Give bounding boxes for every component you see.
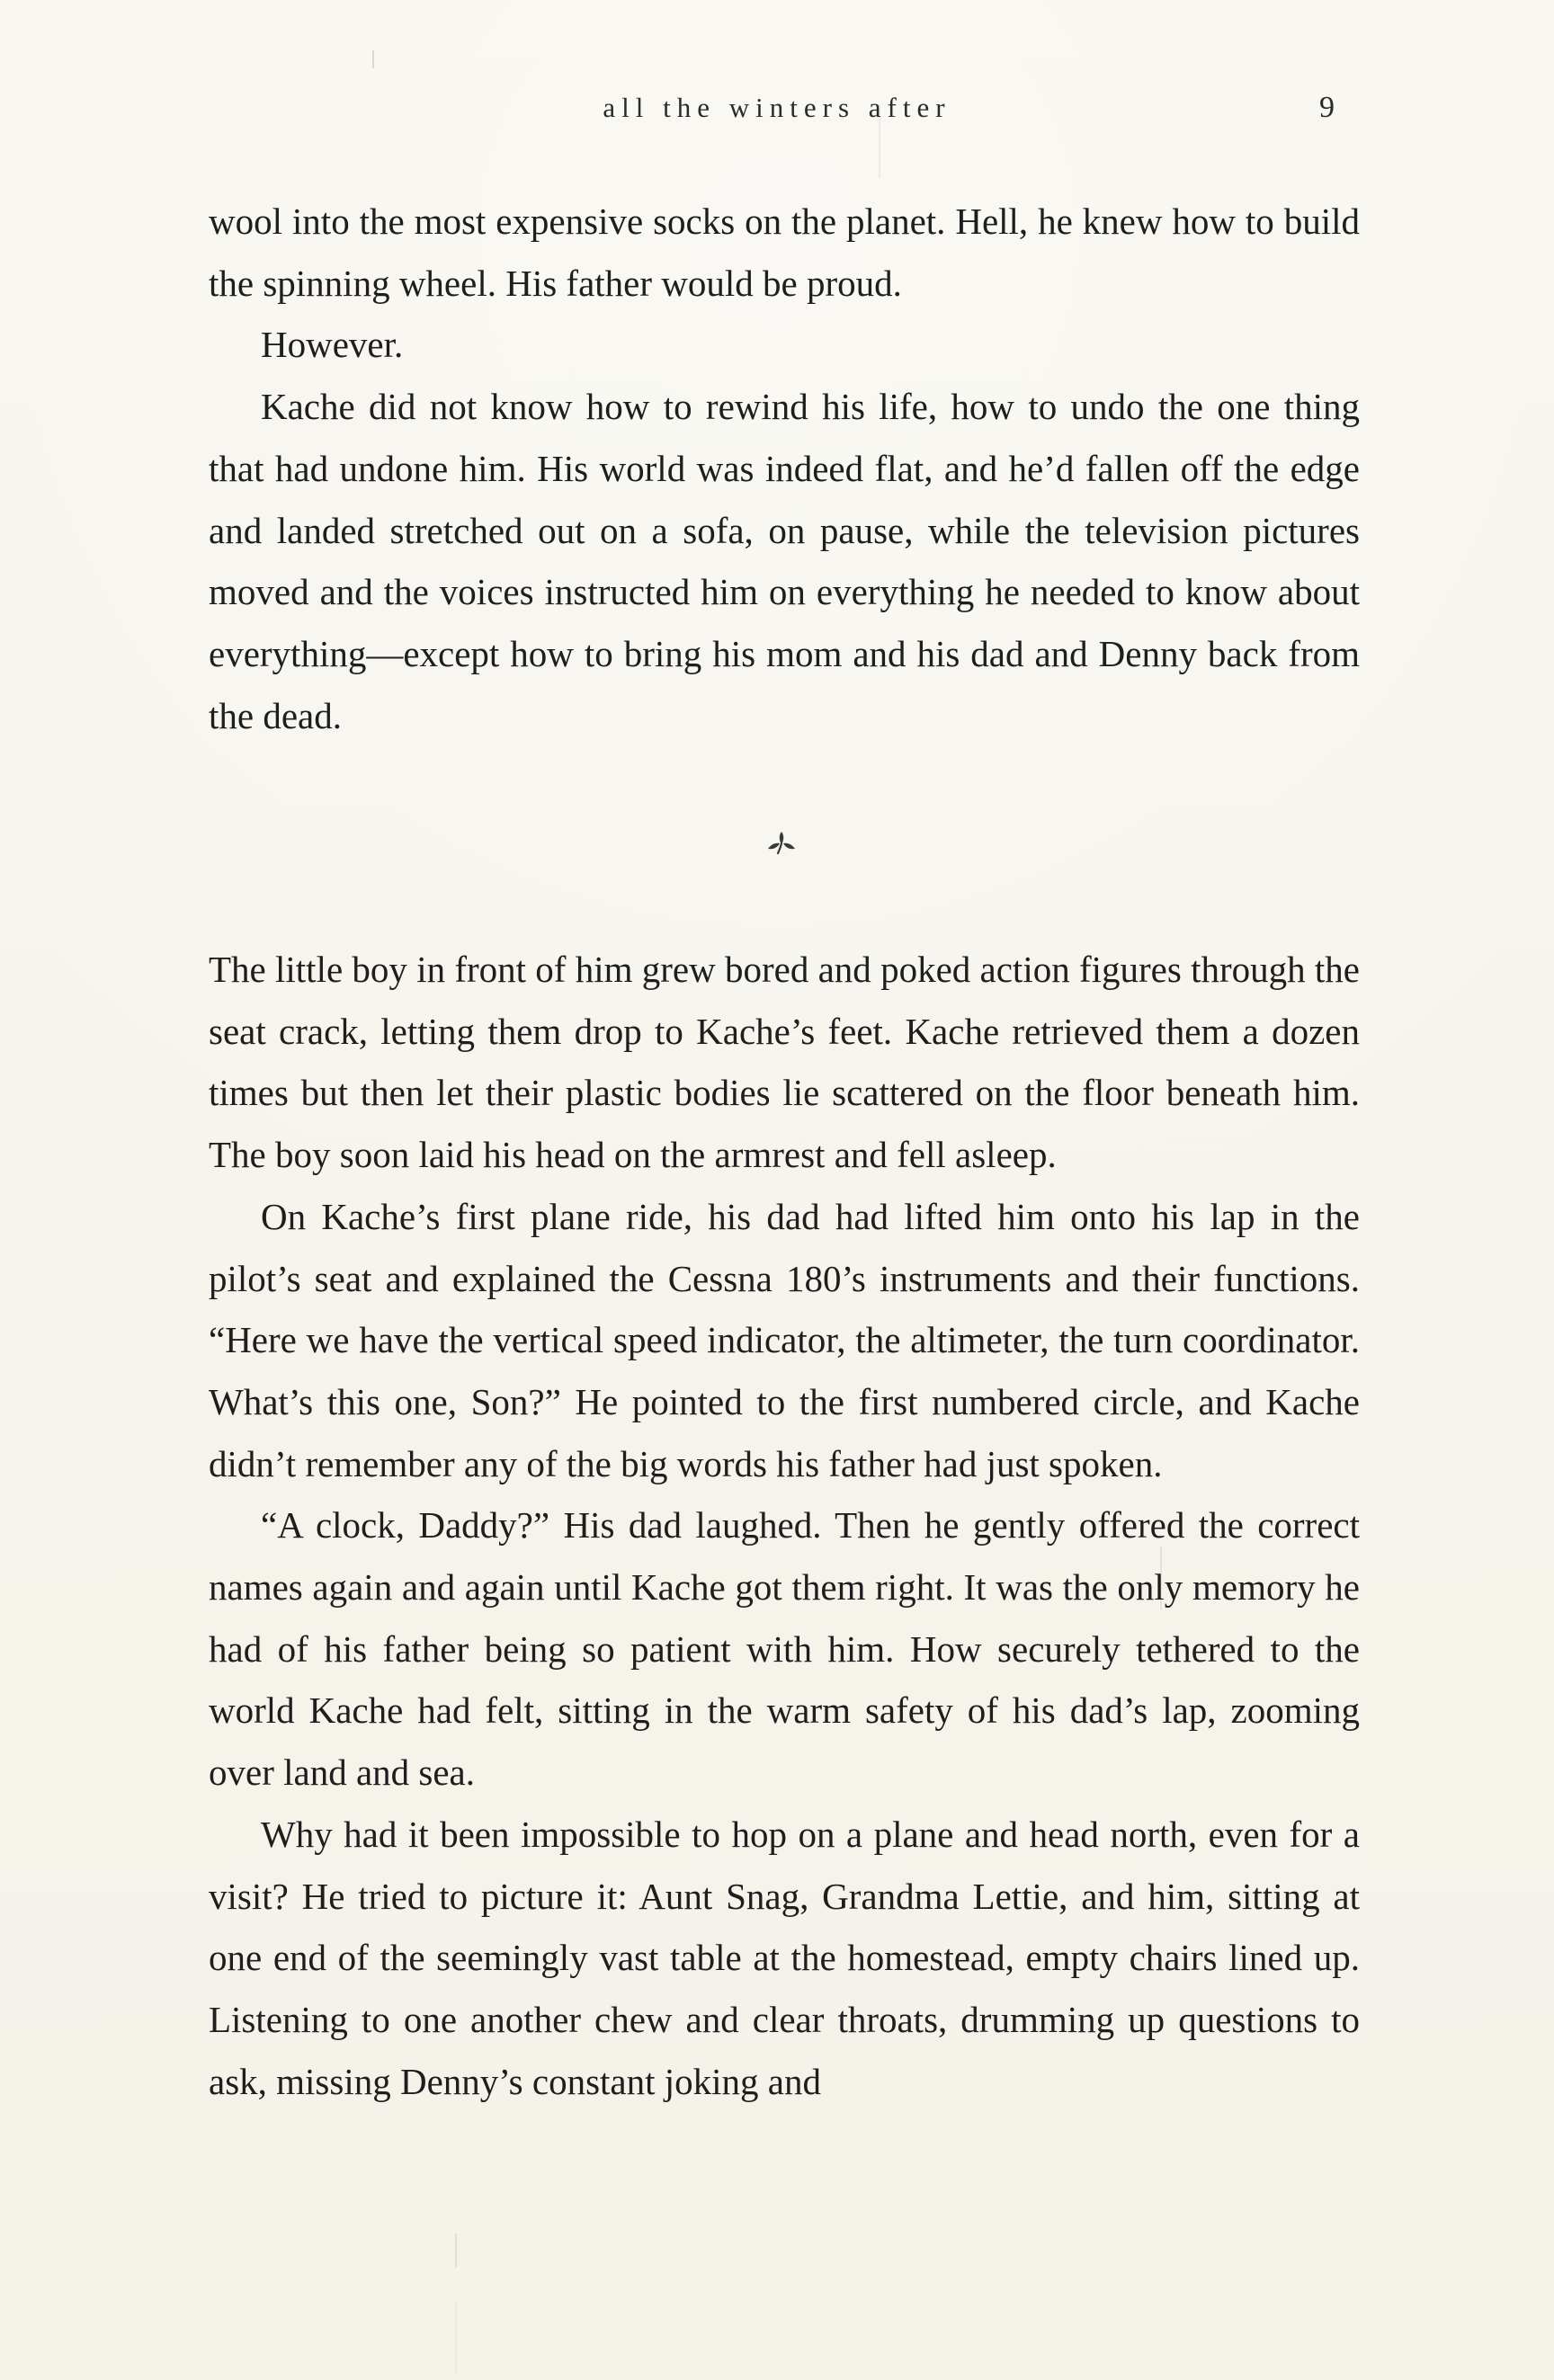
paragraph: On Kache’s first plane ride, his dad had lifted him onto his lap in the pilot’s seat and explained the Cessna 180’s instruments and their functions. “Here we have the vertical speed indicator, the altimeter, the turn coordinator. What’s this one, Son?” He pointed to the first numbered circle, and Kache didn’t remember any of the big words his father had just spoken. bbox=[209, 1195, 1360, 1484]
scan-artifact-mark bbox=[455, 2233, 457, 2268]
leaf-ornament-icon bbox=[764, 829, 799, 856]
scan-artifact-mark bbox=[372, 50, 374, 68]
text-block-first bbox=[209, 191, 1360, 746]
page-header bbox=[0, 88, 1554, 128]
paragraph: wool into the most expensive socks on the planet. Hell, he knew how to build the spinning wheel. His father would be proud. bbox=[209, 201, 1360, 304]
scan-artifact-mark bbox=[455, 2302, 457, 2374]
text-block-second bbox=[209, 939, 1360, 2112]
paragraph: “A clock, Daddy?” His dad laughed. Then he gently offered the correct names again and again until Kache got them right. It was the only memory he had of his father being so patient with him. How securely tethered to the world Kache had felt, sitting in the warm safety of his dad’s lap, zooming over land and sea. bbox=[209, 1504, 1360, 1794]
paragraph: The little boy in front of him grew bored and poked action figures through the seat crack, letting them drop to Kache’s feet. Kache retrieved them a dozen times but then let their plastic bodies lie scattered on the floor beneath him. The boy soon laid his head on the armrest and fell asleep. bbox=[209, 949, 1360, 1176]
paragraph: Kache did not know how to rewind his life, how to undo the one thing that had undone him. His world was indeed flat, and he’d fallen off the edge and landed stretched out on a sofa, on pause, while the television pictures moved and the voices instructed him on everything he needed to know about everything—except how to bring his mom and his dad and Denny back from the dead. bbox=[209, 386, 1360, 736]
paragraph: Why had it been impossible to hop on a plane and head north, even for a visit? He tried to picture it: Aunt Snag, Grandma Lettie, and him, sitting at one end of the seemingly vast table at the homestead, empty chairs lined up. Listening to one another chew and clear throats, drumming up questions to ask, missing Denny’s constant joking and bbox=[209, 1813, 1360, 2102]
running-title: all the winters after bbox=[603, 92, 951, 123]
page-number: 9 bbox=[1319, 91, 1335, 124]
paragraph: However. bbox=[261, 324, 404, 366]
